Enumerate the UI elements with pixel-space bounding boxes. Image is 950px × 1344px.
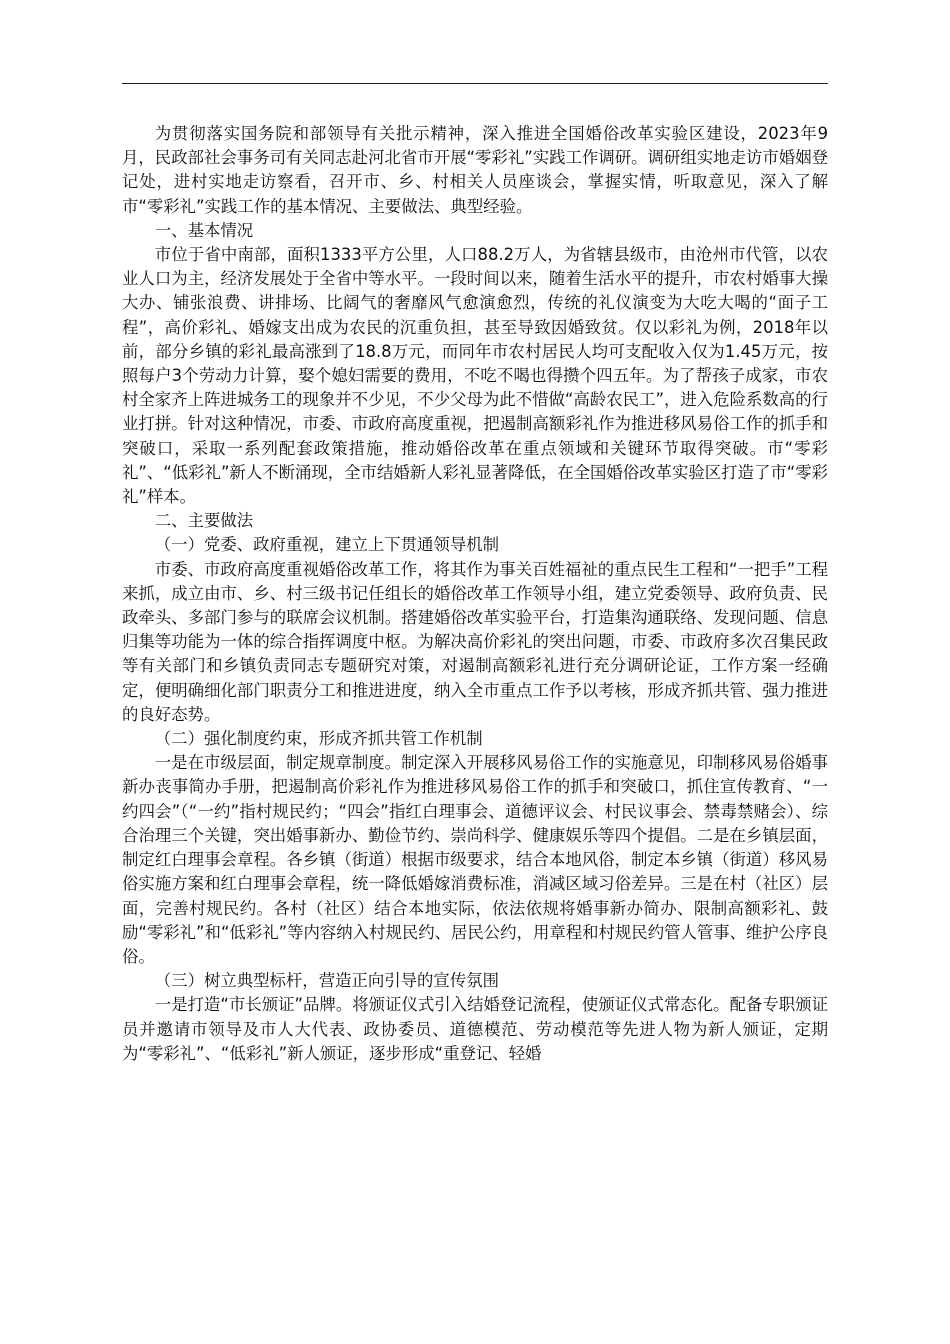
subheading-models: （三）树立典型标杆，营造正向引导的宣传氛围 bbox=[154, 971, 499, 991]
intro-paragraph: 为贯彻落实国务院和部领导有关批示精神，深入推进全国婚俗改革实验区建设，2023年9月，民政部社会事务司有关同志赴河北省市开展“零彩礼”实践工作调研。调研组实地走访市婚姻登记处，进村实地走访察看，召开市、乡、村相关人员座谈会，掌握实情，听取意见，深入了解市“零彩礼”实践工作的基本情况、主要做法、典型经验。 bbox=[122, 124, 828, 216]
leadership-paragraph: 市委、市政府高度重视婚俗改革工作，将其作为事关百姓福祉的重点民生工程和“一把手”工程来抓，成立由市、乡、村三级书记任组长的婚俗改革工作领导小组，建立党委领导、政府负责、民政牵头、多部门参与的联席会议机制。搭建婚俗改革实验平台，打造集沟通联络、发现问题、信息归集等功能为一体的综合指挥调度中枢。为解决高价彩礼的突出问题，市委、市政府多次召集民政等有关部门和乡镇负责同志专题研究对策，对遏制高额彩礼进行充分调研论证，工作方案一经确定，便明确细化部门职责分工和推进进度，纳入全市重点工作予以考核，形成齐抓共管、强力推进的良好态势。 bbox=[122, 559, 828, 724]
subheading-institution: （二）强化制度约束，形成齐抓共管工作机制 bbox=[154, 729, 483, 749]
subheading-leadership: （一）党委、政府重视，建立上下贯通领导机制 bbox=[154, 535, 499, 555]
document-body bbox=[122, 122, 828, 1066]
section-heading-basic: 一、基本情况 bbox=[154, 220, 254, 240]
institution-paragraph: 一是在市级层面，制定规章制度。制定深入开展移风易俗工作的实施意见，印制移风易俗婚事新办丧事简办手册，把遏制高价彩礼作为推进移风易俗工作的抓手和突破口，抓住宣传教育、“一约四会”（“一约”指村规民约；“四会”指红白理事会、道德评议会、村民议事会、禁毒禁赌会）、综合治理三个关键，突出婚事新办、勤俭节约、崇尚科学、健康娱乐等四个提倡。二是在乡镇层面，制定红白理事会章程。各乡镇（街道）根据市级要求，结合本地风俗，制定本乡镇（街道）移风易俗实施方案和红白理事会章程，统一降低婚嫁消费标准，消减区域习俗差异。三是在村（社区）层面，完善村规民约。各村（社区）结合本地实际，依法依规将婚事新办简办、限制高额彩礼、鼓励“零彩礼”和“低彩礼”等内容纳入村规民约、居民公约，用章程和村规民约管人管事、维护公序良俗。 bbox=[122, 753, 828, 966]
models-paragraph: 一是打造“市长颁证”品牌。将颁证仪式引入结婚登记流程，使颁证仪式常态化。配备专职颁证员并邀请市领导及市人大代表、政协委员、道德模范、劳动模范等先进人物为新人颁证，定期为“零彩礼”、“低彩礼”新人颁证，逐步形成“重登记、轻婚 bbox=[122, 995, 828, 1063]
section-heading-practices: 二、主要做法 bbox=[154, 511, 254, 531]
basic-situation-paragraph: 市位于省中南部，面积1333平方公里，人口88.2万人，为省辖县级市，由沧州市代管，以农业人口为主，经济发展处于全省中等水平。一段时间以来，随着生活水平的提升，市农村婚事大操大办、铺张浪费、讲排场、比阔气的奢靡风气愈演愈烈，传统的礼仪演变为大吃大喝的“面子工程”，高价彩礼、婚嫁支出成为农民的沉重负担，甚至导致因婚致贫。仅以彩礼为例，2018年以前，部分乡镇的彩礼最高涨到了18.8万元，而同年市农村居民人均可支配收入仅为1.45万元，按照每户3个劳动力计算，娶个媳妇需要的费用，不吃不喝也得攒个四五年。为了帮孩子成家，市农村全家齐上阵进城务工的现象并不少见，不少父母为此不惜做“高龄农民工”，进入危险系数高的行业打拼。针对这种情况，市委、市政府高度重视，把遏制高额彩礼作为推进移风易俗工作的抓手和突破口，采取一系列配套政策措施，推动婚俗改革在重点领域和关键环节取得突破。市“零彩礼”、“低彩礼”新人不断涌现，全市结婚新人彩礼显著降低，在全国婚俗改革实验区打造了市“零彩礼”样本。 bbox=[122, 245, 828, 507]
header-rule bbox=[122, 83, 828, 84]
